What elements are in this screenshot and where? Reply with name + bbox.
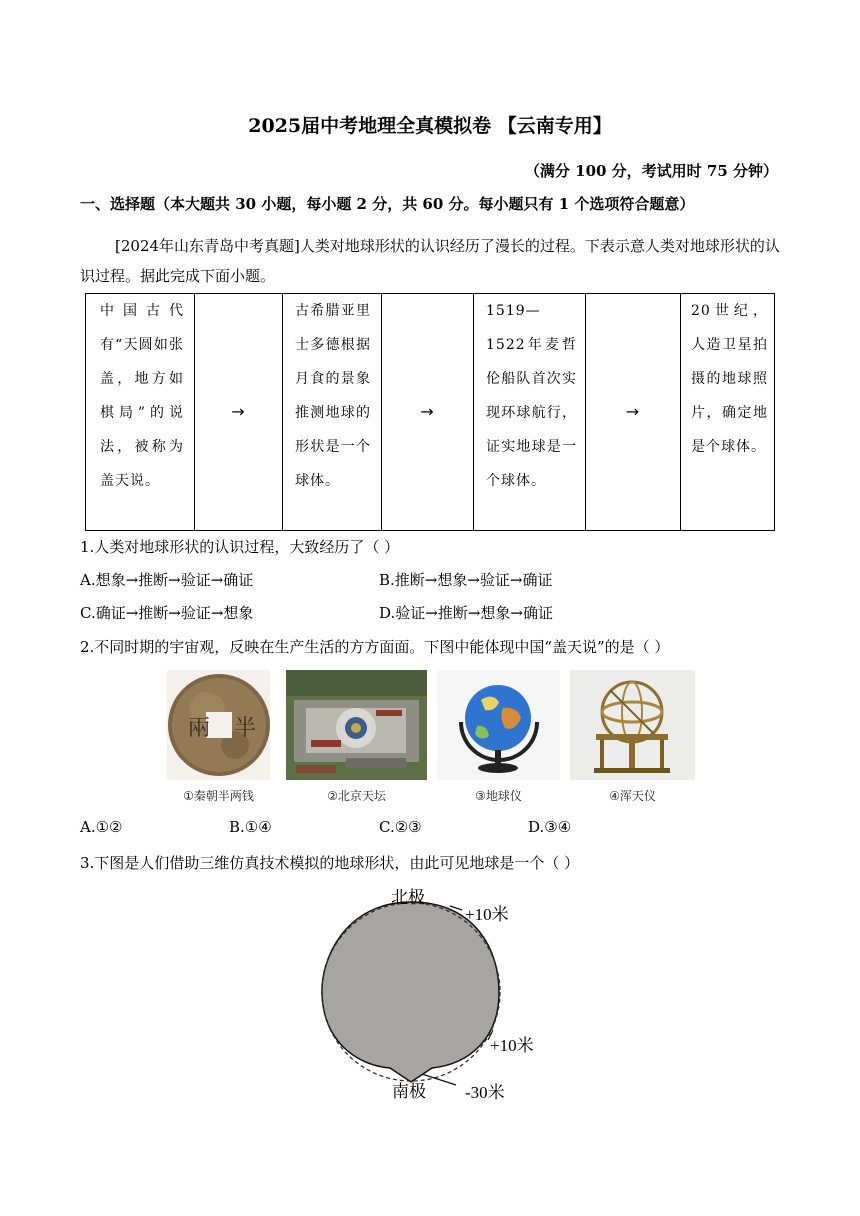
question-3-stem: 3.下图是人们借助三维仿真技术模拟的地球形状，由此可见地球是一个（ ） xyxy=(80,854,580,872)
earth-shape-diagram xyxy=(300,880,560,1110)
half-liang-coin-image xyxy=(167,670,270,780)
temple-of-heaven-image xyxy=(286,670,427,780)
question-1-stem: 1.人类对地球形状的认识过程，大致经历了（ ） xyxy=(80,538,400,556)
caption-globe: ③地球仪 xyxy=(475,789,522,803)
cognition-process-table xyxy=(85,293,775,531)
right-arrow-icon: → xyxy=(625,402,641,421)
north-pole-label: 北极 xyxy=(391,888,425,907)
score-info: （满分 100 分，考试用时 75 分钟） xyxy=(524,162,778,180)
stage-text: 中国古代有“天圆如张盖，地方如棋局”的说法，被称为盖天说。 xyxy=(100,303,184,489)
arrow-cell xyxy=(195,294,283,531)
armillary-sphere-image xyxy=(570,670,695,780)
stage-cell xyxy=(86,294,195,531)
leader-line-bottom xyxy=(422,1074,456,1085)
stage-text: 1519—1522年麦哲伦船队首次实现环球航行，证实地球是一个球体。 xyxy=(486,303,577,489)
caption-armillary: ④浑天仪 xyxy=(609,789,656,803)
question-2-option-c[interactable]: C.②③ xyxy=(379,818,422,836)
section-heading: 一、选择题（本大题共 30 小题，每小题 2 分，共 60 分。每小题只有 1 个选项符合题意） xyxy=(80,195,695,213)
stage-text: 20世纪，人造卫星拍摄的地球照片，确定地是个球体。 xyxy=(691,303,768,455)
question-2-option-d[interactable]: D.③④ xyxy=(528,818,572,836)
question-2-stem: 2.不同时期的宇宙观，反映在生产生活的方方面面。下图中能体现中国“盖天说”的是（ ） xyxy=(80,638,670,656)
exam-title: 2025届中考地理全真模拟卷 【云南专用】 xyxy=(248,115,612,137)
question-1-option-d[interactable]: D.验证→推断→想象→确证 xyxy=(379,604,553,622)
temple-of-heaven-photo xyxy=(286,670,427,780)
question-2-option-b[interactable]: B.①④ xyxy=(229,818,272,836)
arrow-cell xyxy=(382,294,474,531)
globe-photo xyxy=(437,670,560,780)
right-arrow-icon: → xyxy=(420,402,435,421)
stage-cell xyxy=(283,294,382,531)
intro-paragraph: [2024年山东青岛中考真题]人类对地球形状的认识经历了漫长的过程。下表示意人类对地球形状的认识过程。据此完成下面小题。 xyxy=(80,237,780,285)
question-1-option-c[interactable]: C.确证→推断→验证→想象 xyxy=(80,604,254,622)
bottom-deviation-label: -30米 xyxy=(465,1083,505,1102)
question-2-option-a[interactable]: A.①② xyxy=(80,818,123,836)
right-deviation-label: +10米 xyxy=(490,1036,534,1055)
south-pole-label: 南极 xyxy=(392,1082,426,1101)
arrow-cell xyxy=(586,294,681,531)
earth-shape-figure xyxy=(300,880,560,1110)
coin-photo xyxy=(167,670,270,780)
armillary-sphere-photo xyxy=(570,670,695,780)
simulated-earth-shape xyxy=(322,902,499,1082)
stage-text: 古希腊亚里士多德根据月食的景象推测地球的形状是一个球体。 xyxy=(295,303,371,489)
stage-cell xyxy=(474,294,586,531)
question-1-option-b[interactable]: B.推断→想象→验证→确证 xyxy=(379,571,553,589)
coin-character-left: 兩 xyxy=(188,716,211,741)
terrestrial-globe-image xyxy=(437,670,560,780)
right-arrow-icon: → xyxy=(231,402,246,421)
caption-coin: ①秦朝半两钱 xyxy=(183,789,254,803)
question-1-option-a[interactable]: A.想象→推断→验证→确证 xyxy=(80,571,254,589)
stage-cell xyxy=(681,294,775,531)
caption-temple: ②北京天坛 xyxy=(327,789,386,803)
coin-character-right: 半 xyxy=(234,716,257,741)
top-deviation-label: +10米 xyxy=(465,905,509,924)
